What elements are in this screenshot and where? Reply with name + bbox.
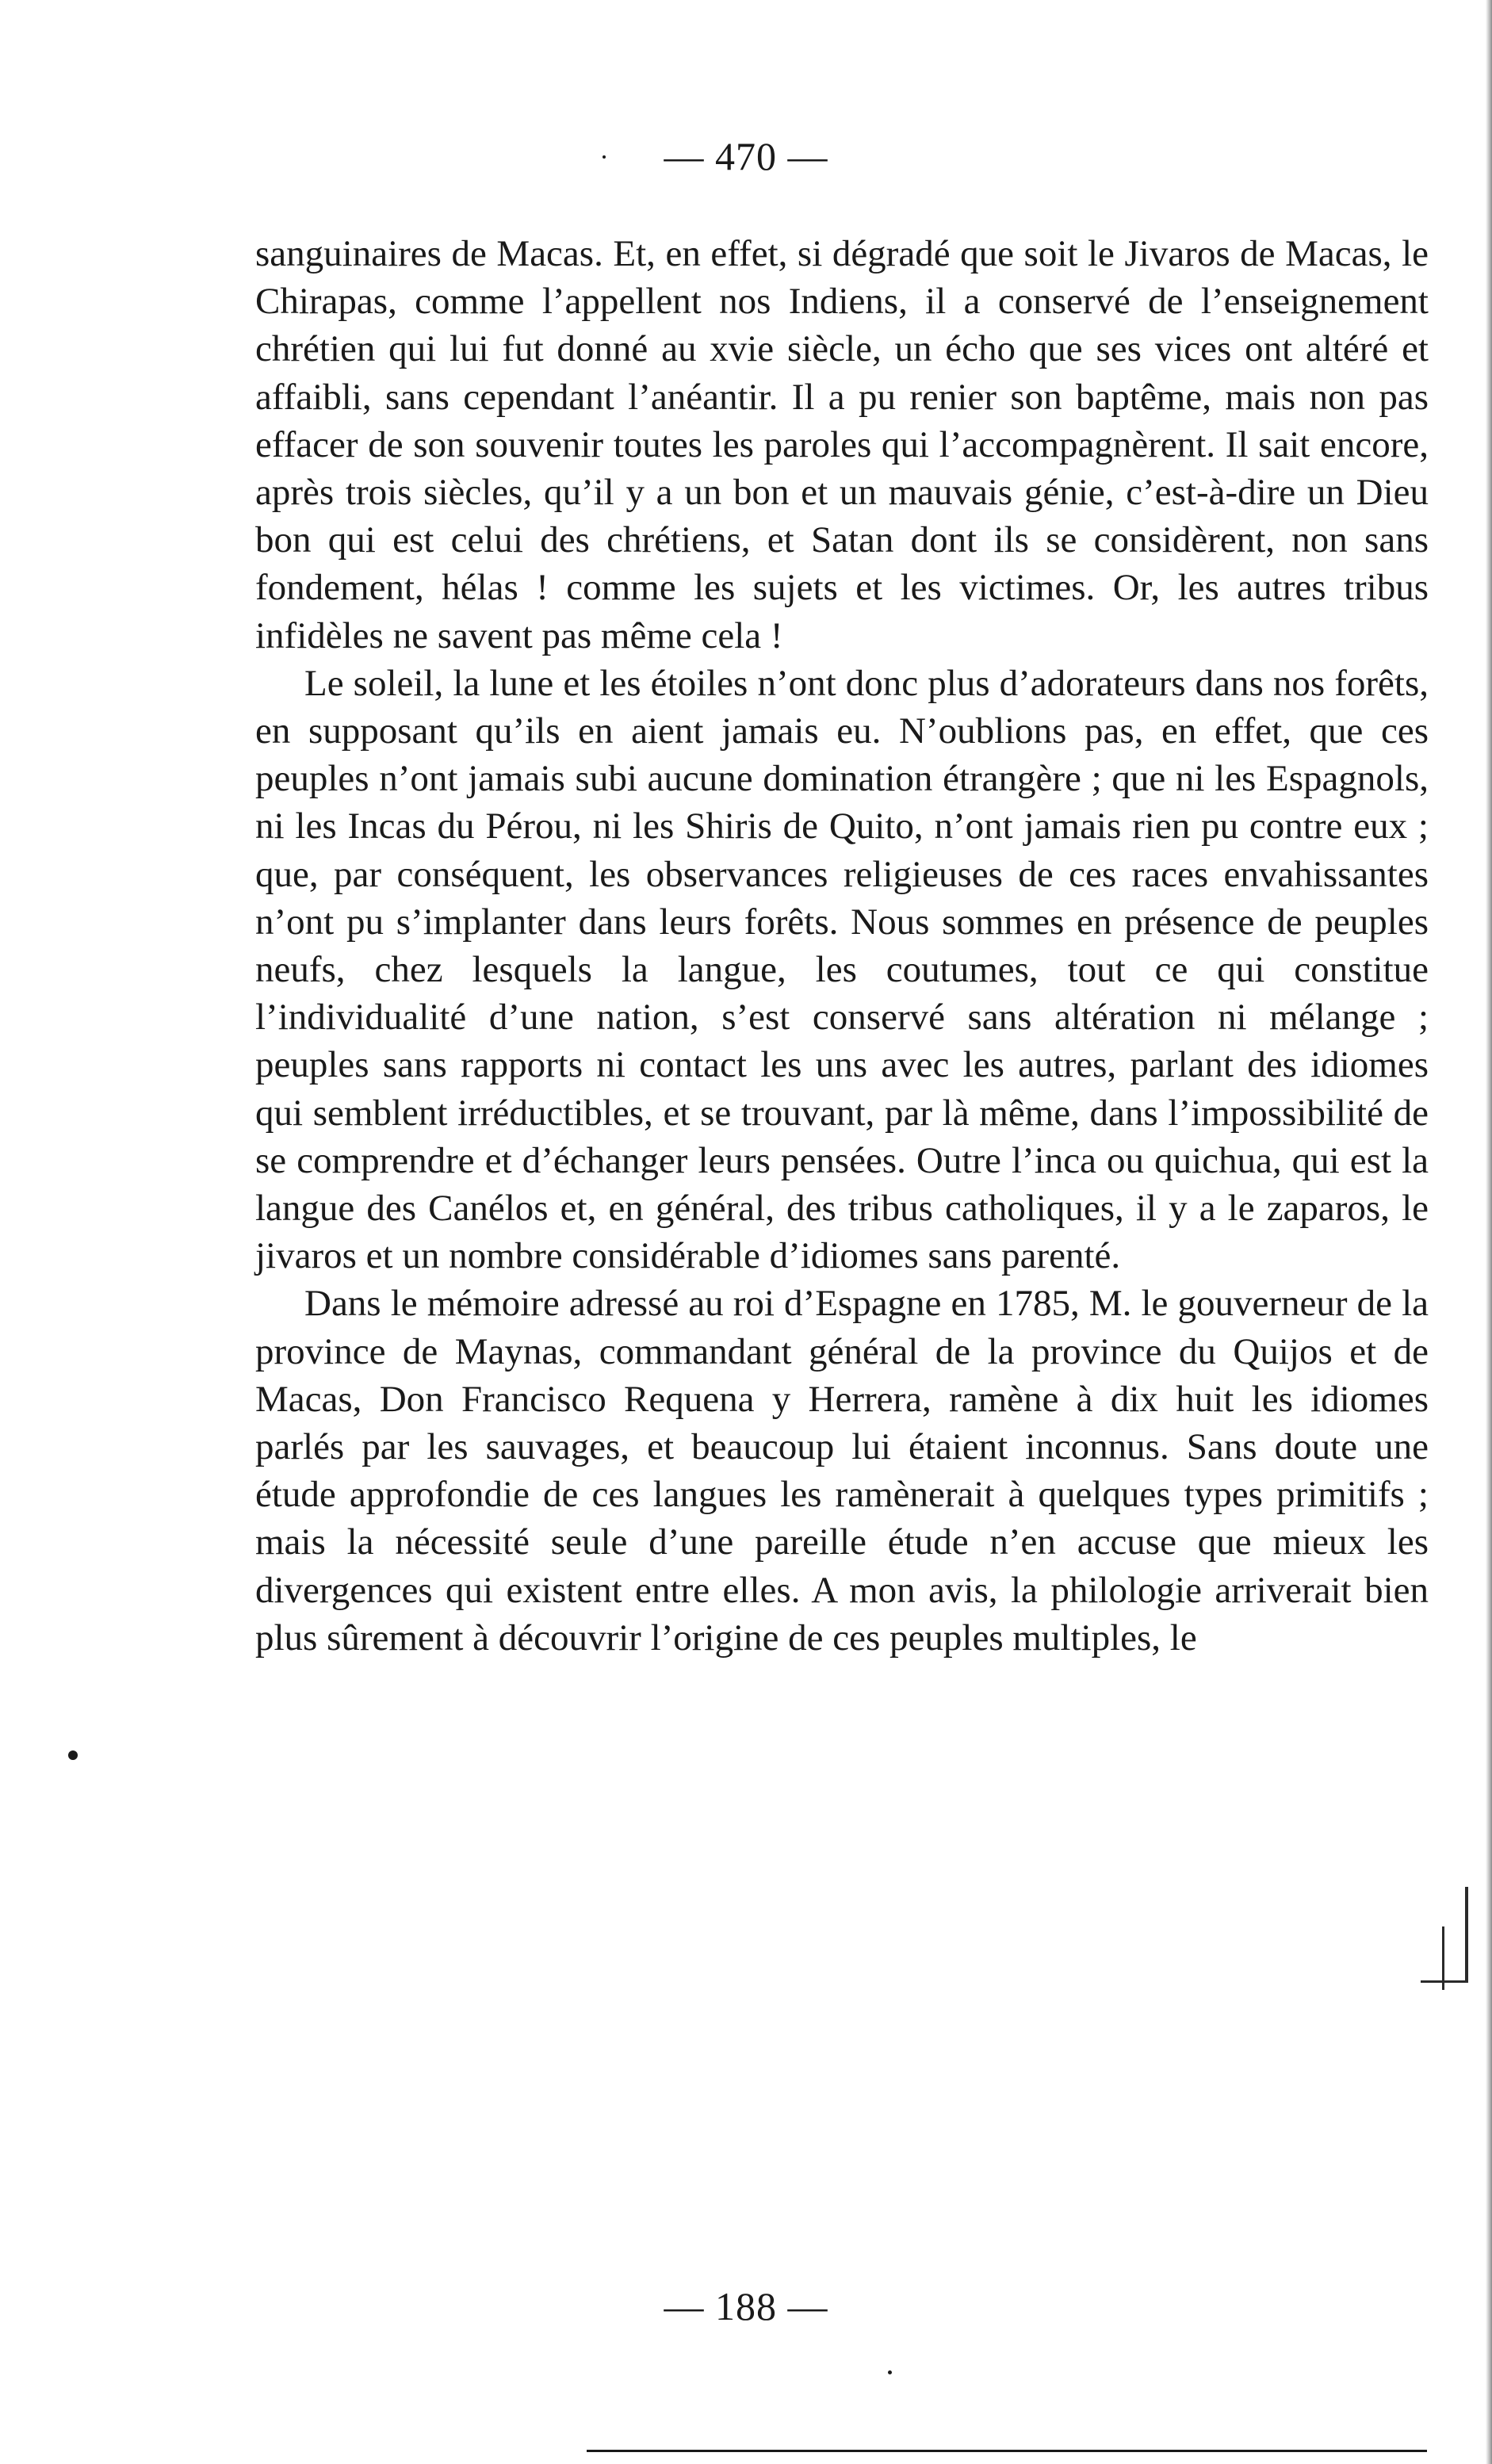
bottom-edge-rule bbox=[587, 2450, 1427, 2452]
body-text bbox=[255, 230, 1429, 1662]
ink-speck bbox=[603, 155, 606, 159]
page-number-bottom: — 188 — bbox=[664, 2284, 828, 2328]
gutter-mark bbox=[1442, 1926, 1444, 1990]
ink-speck bbox=[68, 1750, 78, 1760]
gutter-mark bbox=[1465, 1887, 1468, 1982]
gutter-mark bbox=[1421, 1980, 1468, 1983]
paragraph-3: Dans le mémoire adressé au roi d’Espagne en 1785, M. le gouverneur de la province de Maynas, commandant général de la province du Quijos et de Macas, Don Francisco Requena y Herrera, ramène à dix huit les idiomes parlés par les sauvages, et beaucoup lui étaient inconnus. Sans doute une étude approfondie de ces langues les ramènerait à quelques types primitifs ; mais la nécessité seule d’une pareille étude n’en accuse que mieux les divergences qui existent entre elles. A mon avis, la philologie arriverait bien plus sûrement à découvrir l’origine de ces peuples multiples, le bbox=[255, 1283, 1429, 1659]
ink-speck bbox=[888, 2370, 892, 2374]
page-number-top: — 470 — bbox=[664, 134, 828, 178]
paragraph-1: sanguinaires de Macas. Et, en effet, si dégradé que soit le Jivaros de Macas, le Chirapas, comme l’appellent nos Indiens, il a conservé de l’enseignement chrétien qui lui fut donné au xvie siècle, un écho que ses vices ont altéré et affaibli, sans cependant l’anéantir. Il a pu renier son baptême, mais non pas effacer de son souvenir toutes les paroles qui l’accompagnèrent. Il sait encore, après trois siècles, qu’il y a un bon et un mauvais génie, c’est-à-dire un Dieu bon qui est celui des chrétiens, et Satan dont ils se considèrent, non sans fondement, hélas ! comme les sujets et les victimes. Or, les autres tribus infidèles ne savent pas même cela ! bbox=[255, 233, 1429, 656]
paragraph-2: Le soleil, la lune et les étoiles n’ont donc plus d’adorateurs dans nos forêts, en supposant qu’ils en aient jamais eu. N’oublions pas, en effet, que ces peuples n’ont jamais subi aucune domination étrangère ; que ni les Espagnols, ni les Incas du Pérou, ni les Shiris de Quito, n’ont jamais rien pu contre eux ; que, par conséquent, les observances religieuses de ces races envahissantes n’ont pu s’implanter dans leurs forêts. Nous sommes en présence de peuples neufs, chez lesquels la langue, les coutumes, tout ce qui constitue l’individualité d’une nation, s’est conservé sans altération ni mélange ; peuples sans rapports ni contact les uns avec les autres, parlant des idiomes qui semblent irréductibles, et se trouvant, par là même, dans l’impossibilité de se comprendre et d’échanger leurs pensées. Outre l’inca ou quichua, qui est la langue des Canélos et, en général, des tribus catholiques, il y a le zaparos, le jivaros et un nombre considérable d’idiomes sans parenté. bbox=[255, 662, 1429, 1277]
binding-edge bbox=[1486, 0, 1492, 2464]
